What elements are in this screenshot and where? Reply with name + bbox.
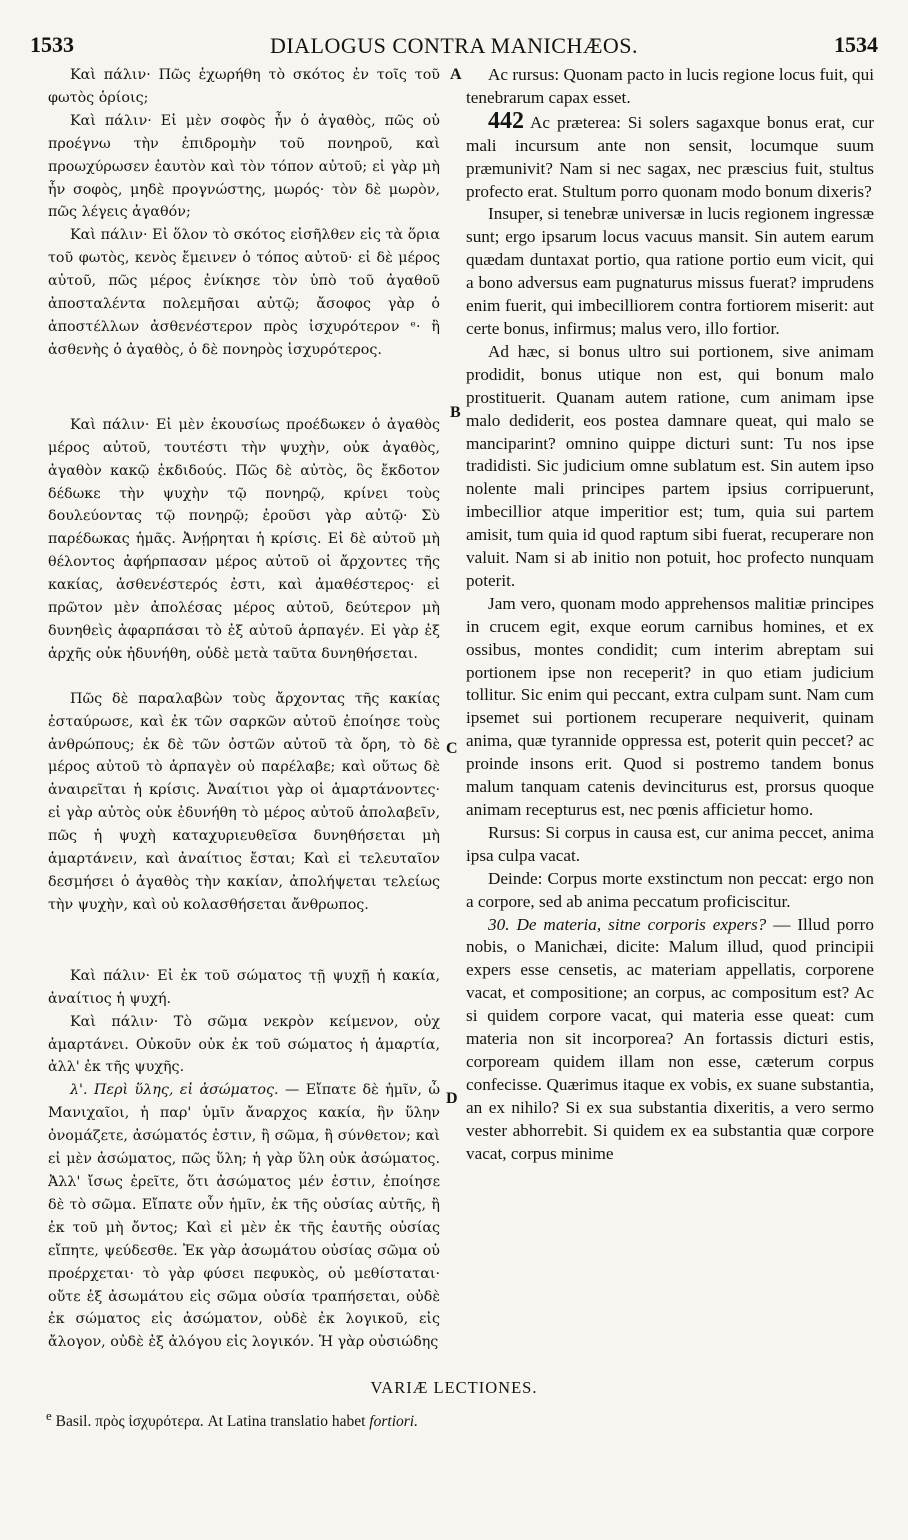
latin-paragraph: Insuper, si tenebræ universæ in lucis regionem ingressæ sunt; ergo ipsarum locus vacuus mansit. Sin autem earum quædam duntaxat portio, qua ratione portio eum vicit, qui a bono adversus eam pugnaturus missus fuerat? imprudens enim fuerit, qui imbecilliorem contra fortiorem miserit: aut certe bonus, infirmus; malus vero, illo fortior. xyxy=(466,204,874,338)
latin-paragraph: Jam vero, quonam modo apprehensos malitiæ principes in crucem egit, exque eorum carnibus homines, et ex ossibus, montes condidit; cum interim abreptam sui portionem ipse non receperit? in quo etiam judicium tollitur. Sic enim qui peccant, extra culpam sunt. Nam cum ipsemet sui portionem recuperare nequiverit, quinam anima, quæ tyrannide oppressa est, poterit quin peccet? ac proinde insons erit. Quod si postremo tandem bonus malum tanquam catenis devinciturus est, prorsus quoque animam recepturus est, nec pœnis afficietur homo. xyxy=(466,593,874,819)
section-marker-a: A xyxy=(450,66,462,83)
section-marker-d: D xyxy=(446,1090,458,1107)
greek-paragraph: Καὶ πάλιν· Εἰ ἐκ τοῦ σώματος τῇ ψυχῇ ἡ κακία, ἀναίτιος ἡ ψυχή. xyxy=(48,967,440,1007)
page-number-left: 1533 xyxy=(30,32,74,57)
greek-section-heading: λ'. Περὶ ὕλης, εἰ ἀσώματος. xyxy=(70,1082,279,1099)
latin-paragraph: Rursus: Si corpus in causa est, cur anima peccet, anima ipsa culpa vacat. xyxy=(466,822,874,865)
latin-paragraph-442 xyxy=(466,107,874,204)
section-marker-c: C xyxy=(446,740,458,757)
greek-paragraph: Πῶς δὲ παραλαβὼν τοὺς ἄρχοντας τῆς κακίας ἐσταύρωσε, καὶ ἐκ τῶν σαρκῶν αὐτοῦ ἐποίησε τοὺς ἀνθρώπους; ἐκ δὲ τῶν ὀστῶν αὐτοῦ τὰ ὄρη, τὸ δὲ μέρος αὐτοῦ τὸ ἁρπαγὲν οὐ παρέλαβε; καὶ οὕτως δὲ ἀναιρεῖται ἡ κρίσις. Ἀναίτιοι γὰρ οἱ ἁμαρτάνοντες· εἰ γὰρ αὐτὸς οὐκ ἐδυνήθη τὸ μέρος αὐτοῦ ἀπολαβεῖν, πῶς ἡ ψυχὴ καταχυριευθεῖσα δυνηθήσεται μὴ ἁμαρτάνειν, καὶ ἀναίτιος ἔσται; Καὶ εἰ τελευταῖον δεσμήσει ὁ ἀγαθὸς τὴν κακίαν, ἀπολήψεται τελείως τὴν ψυχὴν, καὶ οὐ κολασθήσεται ἄνθρωπος. xyxy=(48,690,440,913)
latin-paragraph: Deinde: Corpus morte exstinctum non peccat: ergo non a corpore, sed ab anima peccatum proficiscitur. xyxy=(466,868,874,911)
latin-paragraph-text: Ac præterea: Si solers sagaxque bonus erat, cur mali incursum ante non sensit, locumque suum præmunivit? Nam si nec sagax, nec præscius fuit, stultus profecto erat. Stultum porro quonam modo bonum dixeris? xyxy=(466,112,874,201)
greek-section-30 xyxy=(48,1079,440,1354)
running-title: DIALOGUS CONTRA MANICHÆOS. xyxy=(269,33,639,58)
greek-column xyxy=(48,64,440,1354)
latin-section-heading: 30. De materia, sitne corporis expers? xyxy=(488,914,767,934)
latin-paragraph: Ad hæc, si bonus ultro sui portionem, sive animam prodidit, bonus utique non est, qui bonum malo prostituerit. Quanam autem ratione, cum animam ipse malo dediderit, eos postea damnare queat, qui malo se manciparint? omnino quippe dicturi sunt: Tu nos ipse tradidisti. Sic judicium omne sublatum est. Sin autem ipso nolente mali principes partem ipsius corripuerunt, imbecillior atque imperitior est; tum, quia sui partem amisit, tum quia id quod raptum sibi fuerat, recuperare non valuit. Nam si ab initio non potuit, hoc profecto nunquam poterit. xyxy=(466,341,874,590)
footnote-mark: e xyxy=(46,1408,52,1423)
running-header xyxy=(30,32,878,58)
greek-section-text: — Εἴπατε δὲ ἡμῖν, ὦ Μανιχαῖοι, ἡ παρ' ὑμῖν ἄναρχος κακία, ἣν ὕλην ὀνομάζετε, ἀσώματός ἐστιν, ἢ σῶμα, ἢ σύνθετον; καὶ εἰ μὲν ἀσώματος, πῶς ὕλη; ἡ γὰρ ὕλη οὐκ ἀσώματος. Ἀλλ' ἴσως ἐρεῖτε, ὅτι ἀσώματος μέν ἐστιν, ἐποίησε δὲ τὸ σῶμα. Εἴπατε οὖν ἡμῖν, ἐκ τῆς οὐσίας αὐτῆς, ἢ ἐκ τοῦ μὴ ὄντος; Καὶ εἰ μὲν ἐκ τῆς ἑαυτῆς οὐσίας εἴπητε, ψεύδεσθε. Ἐκ γὰρ ἀσωμάτου οὐσίας σῶμα οὐ προέρχεται· τὸ γὰρ φύσει πεφυκὸς, οὐ μεθίσταται· οὔτε ἐξ ἀσωμάτου εἰς σῶμα οὐσία τραπήσεται, οὐδὲ ἐκ σώματος εἰς ἀσώματον, οὐδὲ ἐκ λογικοῦ, εἰς ἄλογον, οὐδὲ ἐξ ἀλόγου εἰς λογικόν. Ἡ γὰρ οὐσιώδης xyxy=(48,1082,440,1351)
greek-paragraph: Καὶ πάλιν· Πῶς ἐχωρήθη τὸ σκότος ἐν τοῖς τοῦ φωτὸς ὁρίοις; xyxy=(48,67,440,106)
variae-lectiones-title: VARIÆ LECTIONES. xyxy=(370,1378,538,1397)
greek-paragraph: Καὶ πάλιν· Εἰ ὅλον τὸ σκότος εἰσῆλθεν εἰς τὰ ὅρια τοῦ φωτὸς, κενὸς ἔμεινεν ὁ τόπος αὐτοῦ· εἰ δὲ μέρος αὐτοῦ, πῶς μέρος ἐνίκησε τὸν ὑπὸ τοῦ ἀγαθοῦ ἀποσταλέντα πολεμῆσαι αὐτῷ; ἄσοφος γὰρ ὁ ἀποστέλλων ἀσθενέστερον πρὸς ἰσχυρότερον ᵉ· ἢ ἀσθενὴς ὁ ἀγαθὸς, ὁ δὲ πονηρὸς ἰσχυρότερος. xyxy=(48,227,440,358)
migne-column-number: 442 xyxy=(488,107,524,134)
footnote-italic: fortiori. xyxy=(369,1413,418,1431)
greek-paragraph: Καὶ πάλιν· Εἰ μὲν σοφὸς ἦν ὁ ἀγαθὸς, πῶς οὐ προέγνω τὴν ἐπιδρομὴν τοῦ πονηροῦ, καὶ προωχύρωσεν ἑαυτὸν καὶ τὸν τόπον αὐτοῦ; εἰ γὰρ μὴ ἦν σοφὸς, μηδὲ προγνώστης, μωρός· τὸν δὲ μωρὸν, πῶς λέγεις ἀγαθόν; xyxy=(48,112,440,221)
section-marker-b: B xyxy=(450,404,461,421)
page-number-right: 1534 xyxy=(834,32,878,57)
footnote xyxy=(46,1408,876,1431)
footnote-text: Basil. πρὸς ἰσχυρότερα. At Latina translatio habet xyxy=(51,1413,370,1431)
latin-paragraph: Ac rursus: Quonam pacto in lucis regione locus fuit, qui tenebrarum capax esset. xyxy=(466,65,874,107)
latin-section-text: — Illud porro nobis, o Manichæi, dicite: Malum illud, quod principii expers esse censetis, ac materiam appellatis, corporene vacat, et compositione; an corpus, ac compositum est? Ac si quidem corpore vacat, qui materia esse queat: cum materia non sit incorporea? An fortassis dicturi estis, corpoream quidem illam non esse, cæterum corpus confecisse. Quærimus itaque ex vobis, ex suane substantia, an ex nihilo? Si ex sua substantia dixeritis, a vero sermo vester abhorrebit. Si quidem ex ea substantia quæ corpore vacat, corpus minime xyxy=(466,914,874,1163)
latin-section-30 xyxy=(466,914,874,1166)
greek-paragraph: Καὶ πάλιν· Τὸ σῶμα νεκρὸν κείμενον, οὐχ ἁμαρτάνει. Οὐκοῦν οὐκ ἐκ τοῦ σώματος ἡ ἁμαρτία, ἀλλ' ἐκ τῆς ψυχῆς. xyxy=(48,1013,440,1076)
greek-paragraph: Καὶ πάλιν· Εἰ μὲν ἑκουσίως προέδωκεν ὁ ἀγαθὸς μέρος αὐτοῦ, τουτέστι τὴν ψυχὴν, οὐκ ἀγαθὸς, ἀγαθὸν κακῷ ἐκδιδούς. Πῶς δὲ αὐτὸς, ὃς ἔκδοτον δέδωκε τὴν ψυχὴν τῷ πονηρῷ, κρίνει τοὺς δουλεύοντας τῷ πονηρῷ; ἐροῦσι γὰρ αὐτῷ· Σὺ παρέδωκας ἡμᾶς. Ἀνῄρηται ἡ κρίσις. Εἰ δὲ αὐτοῦ μὴ θέλοντος ἀφήρπασαν μέρος αὐτοῦ οἱ ἄρχοντες τῆς κακίας, ἀσθενέστερός ἐστι, καὶ ἀμαθέστερος· εἰ πρῶτον μὲν ἀπολέσας μέρος αὐτοῦ, δεύτερον μὴ δυνηθεὶς ἀφαρπάσαι τὸ ἐξ αὐτοῦ ἁρπαγέν. Εἰ γὰρ ἐξ ἀρχῆς οὐκ ἠδυνήθη, οὐδὲ μετὰ ταῦτα δυνηθήσεται. xyxy=(48,416,440,662)
latin-column xyxy=(466,64,874,1166)
